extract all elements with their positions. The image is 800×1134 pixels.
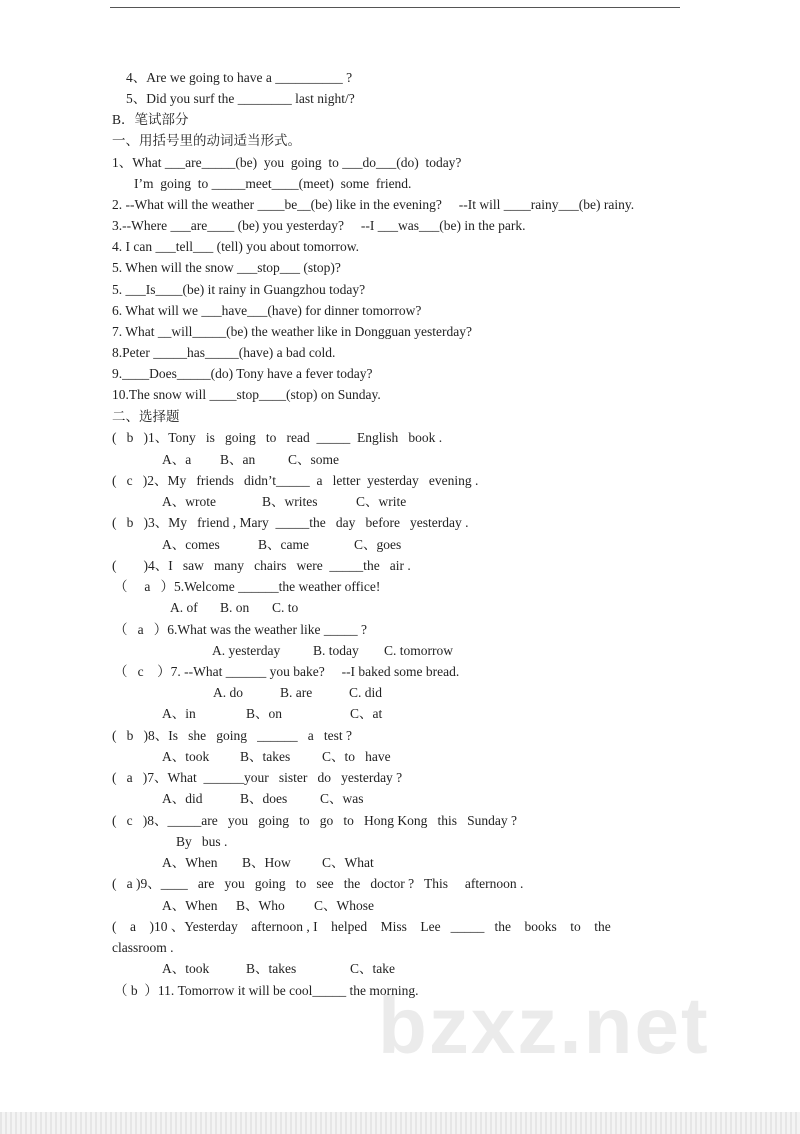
answer-option: C、take [350,961,395,976]
worksheet-line: 二、选择题 [112,409,180,424]
worksheet-line: 5、Did you surf the ________ last night/? [126,91,355,106]
worksheet-line: 2. --What will the weather ____be__(be) like in the evening? --It will ____rainy___(be) rainy. [112,197,635,212]
answer-option: B、Who [236,898,285,913]
answer-option: C、write [356,494,407,509]
worksheet-line: 7. What __will_____(be) the weather like in Dongguan yesterday? [112,324,473,339]
answer-option: A、wrote [162,494,216,509]
answer-option: C、was [320,791,364,806]
worksheet-line: ( b )1、Tony is going to read _____ English book . [112,430,443,445]
answer-option: C、some [288,452,340,467]
answer-option: B. today [313,643,359,658]
answer-option: A、a [162,452,192,467]
answer-option: C、goes [354,537,402,552]
worksheet-line: （ a ）5.Welcome ______the weather office! [114,579,381,594]
worksheet-line: ( b )8、Is she going ______ a test ? [112,728,352,743]
answer-option: C、to have [322,749,391,764]
worksheet-line: 5. When will the snow ___stop___ (stop)? [112,260,341,275]
worksheet-line: 一、用括号里的动词适当形式。 [112,133,301,148]
worksheet-line: ( )4、I saw many chairs were _____the air . [112,558,411,573]
worksheet-line: （ a ）6.What was the weather like _____ ? [114,622,368,637]
watermark-logo: bzxz.net [378,981,710,1070]
worksheet-line: 5. ___Is____(be) it rainy in Guangzhou today? [112,282,366,297]
answer-option: C. tomorrow [384,643,453,658]
answer-option: C、at [350,706,383,721]
worksheet-line: 4、Are we going to have a __________ ? [126,70,353,85]
answer-option: B、takes [246,961,297,976]
answer-option: A、in [162,706,196,721]
answer-option: A、took [162,961,210,976]
worksheet-line: By bus . [176,834,228,849]
worksheet-line: ( c )2、My friends didn’t_____ a letter yesterday evening . [112,473,479,488]
answer-option: B、takes [240,749,291,764]
worksheet-line: 8.Peter _____has_____(have) a bad cold. [112,345,336,360]
answer-option: A. do [213,685,243,700]
answer-option: A、When [162,898,218,913]
worksheet-line: ( b )3、My friend , Mary _____the day before yesterday . [112,515,469,530]
answer-option: A、comes [162,537,220,552]
answer-option: A、When [162,855,218,870]
worksheet-line: （ c ）7. --What ______ you bake? --I baked some bread. [114,664,460,679]
answer-option: A、took [162,749,210,764]
answer-option: B、writes [262,494,318,509]
answer-option: C. did [349,685,383,700]
answer-option: B. are [280,685,313,700]
worksheet-line: ( c )8、_____are you going to go to Hong Kong this Sunday ? [112,813,517,828]
answer-option: A. yesterday [212,643,281,658]
worksheet-line: ( a )7、What ______your sister do yesterday ? [112,770,403,785]
answer-option: C. to [272,600,299,615]
worksheet-line: I’m going to _____meet____(meet) some friend. [134,176,412,191]
page-bottom-edge [0,1112,800,1134]
worksheet-line: （ b ）11. Tomorrow it will be cool_____ the morning. [114,983,419,998]
answer-option: A. of [170,600,198,615]
answer-option: B、came [258,537,309,552]
worksheet-line: B．笔试部分 [112,112,189,127]
worksheet-line: 10.The snow will ____stop____(stop) on Sunday. [112,387,381,402]
worksheet-line: 6. What will we ___have___(have) for dinner tomorrow? [112,303,422,318]
answer-option: C、What [322,855,374,870]
answer-option: B. on [220,600,250,615]
answer-option: A、did [162,791,203,806]
worksheet-line: 9.____Does_____(do) Tony have a fever today? [112,366,373,381]
answer-option: B、does [240,791,288,806]
worksheet-line: ( a )9、____ are you going to see the doctor ? This afternoon . [112,876,524,891]
answer-option: B、on [246,706,283,721]
worksheet-line: 4. I can ___tell___ (tell) you about tomorrow. [112,239,359,254]
answer-option: B、an [220,452,256,467]
answer-option: B、How [242,855,291,870]
worksheet-line: ( a )10 、Yesterday afternoon , I helped Miss Lee _____ the books to the [112,919,611,934]
header-rule [110,7,680,8]
worksheet-line: 3.--Where ___are____ (be) you yesterday? --I ___was___(be) in the park. [112,218,526,233]
worksheet-line: classroom . [112,940,174,955]
worksheet-line: 1、What ___are_____(be) you going to ___do___(do) today? [112,155,462,170]
answer-option: C、Whose [314,898,374,913]
